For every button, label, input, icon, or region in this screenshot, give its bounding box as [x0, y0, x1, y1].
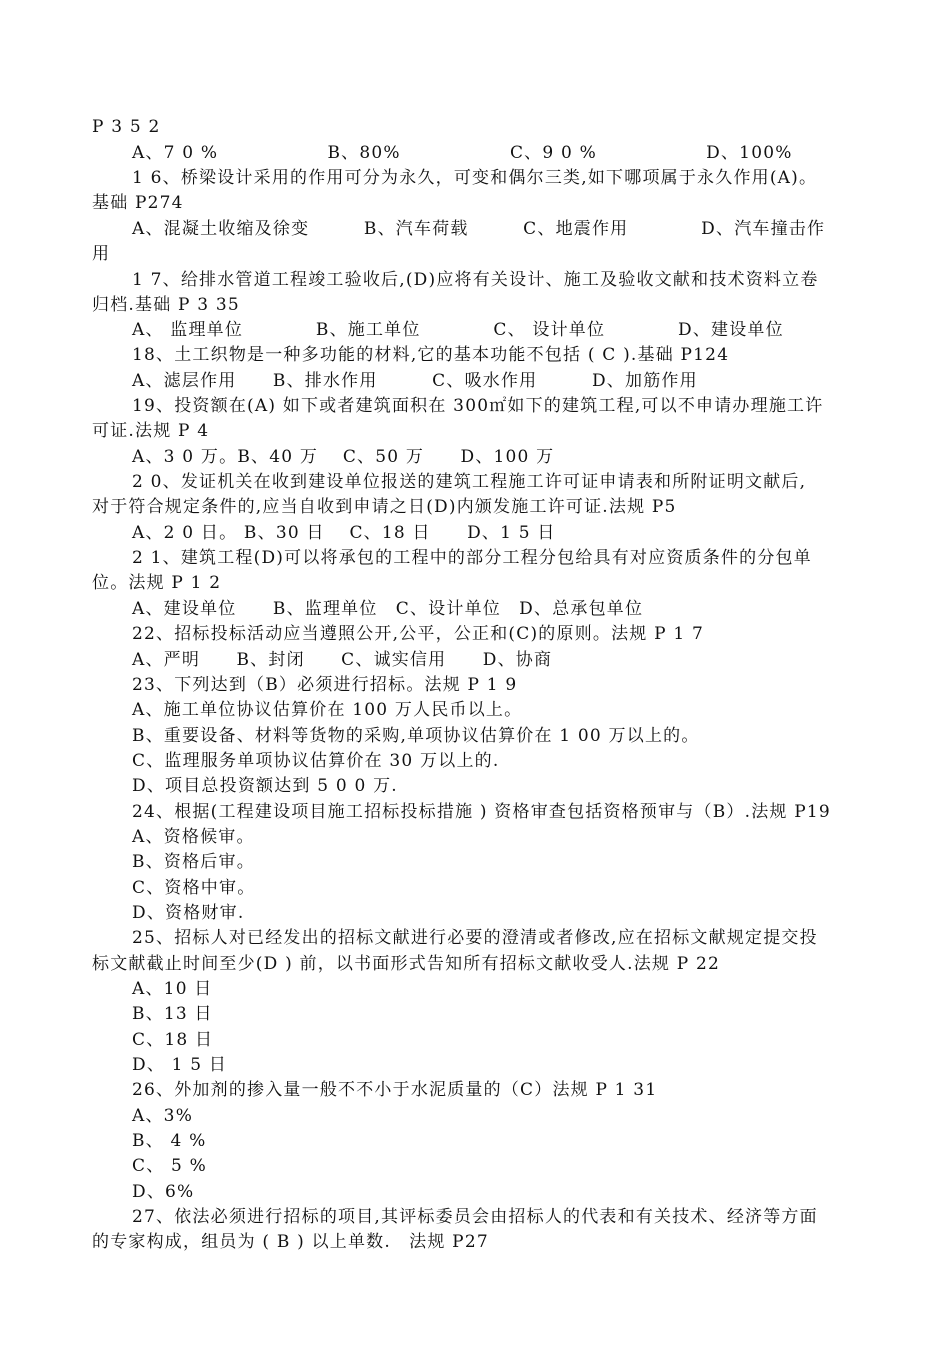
text-line: C、 5 %: [132, 1156, 207, 1176]
text-line: 18、土工织物是一种多功能的材料,它的基本功能不包括 ( C ).基础 P124: [132, 345, 730, 365]
text-line: 24、根据(工程建设项目施工招标投标措施 ) 资格审查包括资格预审与（B）.法规 P19: [132, 802, 831, 822]
text-line: 位。法规 P 1 2: [92, 573, 222, 593]
text-line: 2 1、建筑工程(D)可以将承包的工程中的部分工程分包给具有对应资质条件的分包单: [132, 548, 812, 568]
text-line: A、7 0 % B、80% C、9 0 % D、100%: [132, 143, 793, 163]
text-line: 25、招标人对已经发出的招标文献进行必要的澄清或者修改,应在招标文献规定提交投: [132, 928, 818, 948]
text-line: 22、招标投标活动应当遵照公开,公平，公正和(C)的原则。法规 P 1 7: [132, 624, 704, 644]
text-line: D、 1 5 日: [132, 1055, 228, 1075]
text-line: 用: [92, 244, 111, 264]
text-line: A、混凝土收缩及徐变 B、汽车荷载 C、地震作用 D、汽车撞击作: [132, 219, 826, 239]
text-line: A、资格候审。: [132, 827, 255, 847]
text-line: D、项目总投资额达到 5 0 0 万.: [132, 776, 398, 796]
text-line: A、3%: [132, 1106, 194, 1126]
text-line: 归档.基础 P 3 35: [92, 295, 240, 315]
text-line: A、10 日: [132, 979, 213, 999]
text-line: 2 0、发证机关在收到建设单位报送的建筑工程施工许可证申请表和所附证明文献后,: [132, 472, 807, 492]
text-line: 的专家构成，组员为 ( B ) 以上单数. 法规 P27: [92, 1232, 489, 1252]
text-line: B、13 日: [132, 1004, 213, 1024]
text-line: 标文献截止时间至少(D ) 前，以书面形式告知所有招标文献收受人.法规 P 22: [92, 954, 720, 974]
text-line: P 3 5 2: [92, 117, 161, 137]
text-line: B、 4 %: [132, 1131, 207, 1151]
text-line: 19、投资额在(A) 如下或者建筑面积在 300㎡如下的建筑工程,可以不申请办理施工许: [132, 396, 824, 416]
text-line: A、施工单位协议估算价在 100 万人民币以上。: [132, 700, 523, 720]
text-line: A、建设单位 B、监理单位 C、设计单位 D、总承包单位: [132, 599, 644, 619]
text-line: 1 6、桥梁设计采用的作用可分为永久，可变和偶尔三类,如下哪项属于永久作用(A)。: [132, 168, 818, 188]
text-line: 可证.法规 P 4: [92, 421, 210, 441]
text-line: 基础 P274: [92, 193, 184, 213]
text-line: B、重要设备、材料等货物的采购,单项协议估算价在 1 00 万以上的。: [132, 726, 700, 746]
text-line: C、监理服务单项协议估算价在 30 万以上的.: [132, 751, 500, 771]
text-line: A、严明 B、封闭 C、诚实信用 D、协商: [132, 650, 553, 670]
text-line: 27、依法必须进行招标的项目,其评标委员会由招标人的代表和有关技术、经济等方面: [132, 1207, 818, 1227]
text-line: C、资格中审。: [132, 878, 256, 898]
text-line: B、资格后审。: [132, 852, 255, 872]
text-line: 对于符合规定条件的,应当自收到申请之日(D)内颁发施工许可证.法规 P5: [92, 497, 677, 517]
text-line: A、3 0 万。B、40 万 C、50 万 D、100 万: [132, 447, 555, 467]
text-line: 1 7、给排水管道工程竣工验收后,(D)应将有关设计、施工及验收文献和技术资料立卷: [132, 270, 819, 290]
text-line: A、滤层作用 B、排水作用 C、吸水作用 D、加筋作用: [132, 371, 698, 391]
text-line: C、18 日: [132, 1030, 214, 1050]
text-line: 26、外加剂的掺入量一般不不小于水泥质量的（C）法规 P 1 31: [132, 1080, 658, 1100]
text-line: A、2 0 日。 B、30 日 C、18 日 D、1 5 日: [132, 523, 556, 543]
text-line: A、 监理单位 B、施工单位 C、 设计单位 D、建设单位: [132, 320, 784, 340]
text-line: D、6%: [132, 1182, 195, 1202]
text-line: D、资格财审.: [132, 903, 245, 923]
text-line: 23、下列达到（B）必须进行招标。法规 P 1 9: [132, 675, 518, 695]
